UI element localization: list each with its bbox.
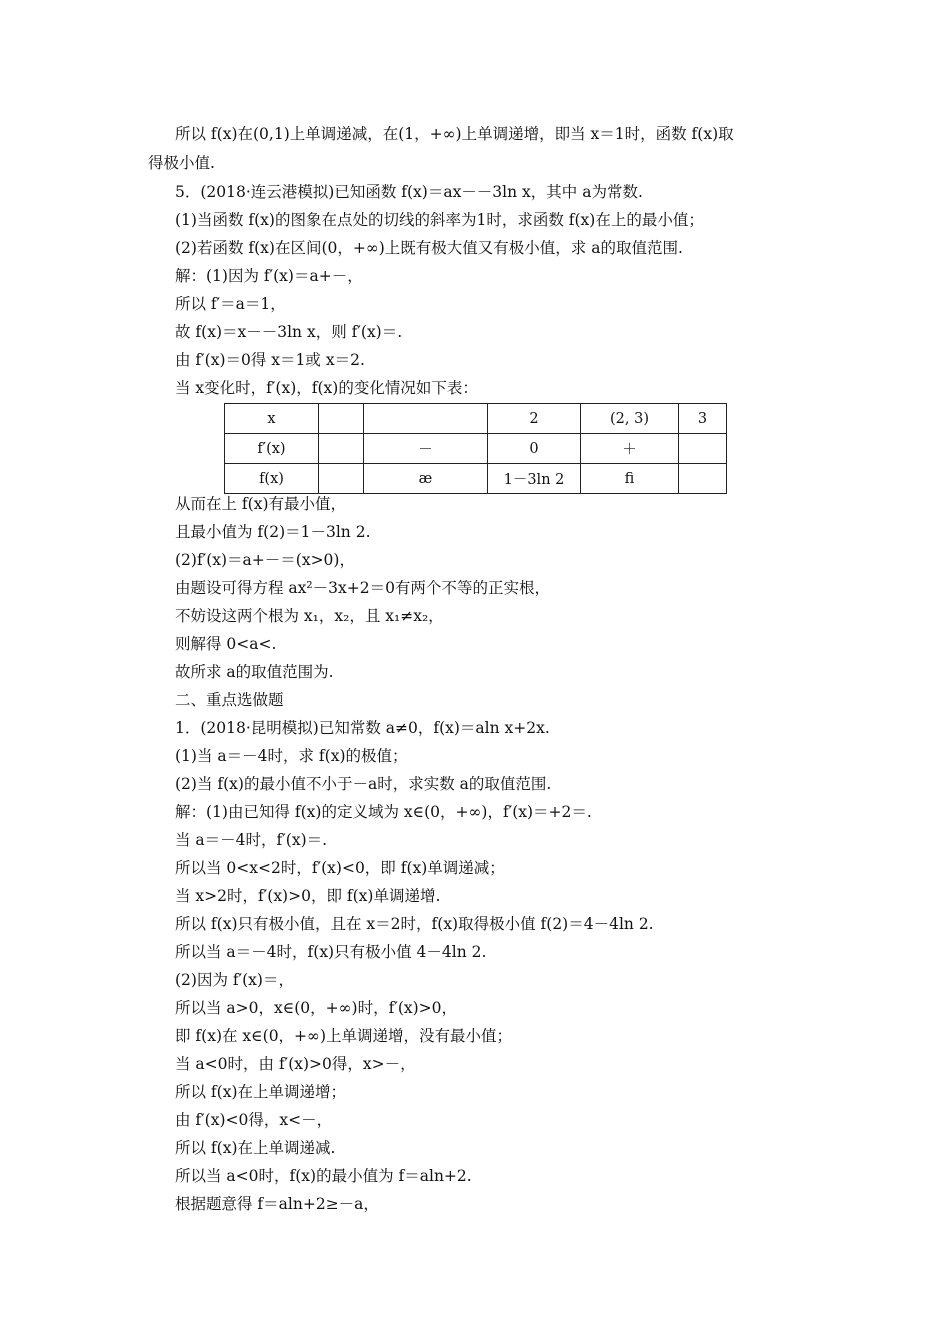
table-cell	[679, 434, 727, 464]
table-cell: f′(x)	[225, 434, 319, 464]
table-row	[225, 434, 727, 464]
table-cell: 0	[488, 434, 581, 464]
text-line: 由题设可得方程 ax²－3x+2＝0有两个不等的正实根，	[175, 579, 550, 597]
text-line: (2)若函数 f(x)在区间(0，+∞)上既有极大值又有极小值，求 a的取值范围.	[175, 239, 683, 257]
text-line: 由 f′(x)＝0得 x＝1或 x＝2.	[175, 351, 365, 369]
table-cell: 2	[488, 404, 581, 434]
text-line: (2)因为 f′(x)＝，	[175, 971, 294, 989]
text-line: 所以当 a>0，x∈(0，+∞)时，f′(x)>0，	[175, 999, 458, 1017]
table-cell: æ	[364, 464, 488, 494]
text-line: 所以当 a<0时，f(x)的最小值为 f＝aln+2.	[175, 1167, 472, 1185]
table-cell: ＋	[581, 434, 679, 464]
table-cell: f(x)	[225, 464, 319, 494]
text-line: 不妨设这两个根为 x₁，x₂，且 x₁≠x₂，	[175, 607, 444, 625]
text-line: 所以 f(x)只有极小值，且在 x＝2时，f(x)取得极小值 f(2)＝4－4ln 2.	[175, 915, 654, 933]
text-line: 5．(2018·连云港模拟)已知函数 f(x)＝ax－－3ln x，其中 a为常数.	[175, 183, 643, 201]
table-cell: ﬁ	[581, 464, 679, 494]
table-cell	[364, 404, 488, 434]
text-line: 故所求 a的取值范围为.	[175, 663, 334, 681]
text-line: 所以 f(x)在(0,1)上单调递减，在(1，+∞)上单调递增，即当 x＝1时，函数 f(x)取	[175, 125, 734, 143]
text-line: 从而在上 f(x)有最小值，	[175, 495, 347, 513]
text-line: 二、重点选做题	[175, 691, 284, 709]
text-line: 当 x>2时，f′(x)>0，即 f(x)单调递增.	[175, 887, 441, 905]
text-line: 则解得 0<a<.	[175, 635, 277, 653]
table-row	[225, 404, 727, 434]
text-line: 当 a＝－4时，f′(x)＝.	[175, 831, 328, 849]
table-cell: x	[225, 404, 319, 434]
text-line: 1．(2018·昆明模拟)已知常数 a≠0，f(x)＝aln x+2x.	[175, 719, 550, 737]
text-line: 且最小值为 f(2)＝1－3ln 2.	[175, 523, 371, 541]
table-cell: 1－3ln 2	[488, 464, 581, 494]
text-line: (2)当 f(x)的最小值不小于－a时，求实数 a的取值范围.	[175, 775, 552, 793]
text-line: 所以 f′＝a＝1，	[175, 295, 286, 313]
text-line: 根据题意得 f＝aln+2≥－a，	[175, 1195, 379, 1213]
text-line: 所以 f(x)在上单调递增；	[175, 1083, 347, 1101]
text-line: 得极小值.	[148, 154, 215, 172]
table-cell	[679, 464, 727, 494]
text-line: 当 a<0时，由 f′(x)>0得，x>－，	[175, 1055, 416, 1073]
table-cell	[319, 434, 364, 464]
table-cell: －	[364, 434, 488, 464]
variation-table	[224, 403, 727, 494]
text-line: (1)当 a＝－4时，求 f(x)的极值；	[175, 747, 408, 765]
table-cell	[319, 464, 364, 494]
table-row	[225, 464, 727, 494]
text-line: 当 x变化时，f′(x)，f(x)的变化情况如下表：	[175, 379, 478, 397]
text-line: 故 f(x)＝x－－3ln x，则 f′(x)＝.	[175, 323, 403, 341]
text-line: 所以当 0<x<2时，f′(x)<0，即 f(x)单调递减；	[175, 859, 505, 877]
text-line: 所以当 a＝－4时，f(x)只有极小值 4－4ln 2.	[175, 943, 487, 961]
table-cell	[319, 404, 364, 434]
text-line: 所以 f(x)在上单调递减.	[175, 1139, 336, 1157]
text-line: 解：(1)由已知得 f(x)的定义域为 x∈(0，+∞)，f′(x)＝+2＝.	[175, 803, 592, 821]
text-line: 由 f′(x)<0得，x<－，	[175, 1111, 333, 1129]
table-cell: 3	[679, 404, 727, 434]
text-line: (2)f′(x)＝a+－＝(x>0)，	[175, 551, 355, 569]
text-line: 解：(1)因为 f′(x)＝a+－，	[175, 267, 363, 285]
text-line: 即 f(x)在 x∈(0，+∞)上单调递增，没有最小值；	[175, 1027, 512, 1045]
table-cell: (2, 3)	[581, 404, 679, 434]
text-line: (1)当函数 f(x)的图象在点处的切线的斜率为1时，求函数 f(x)在上的最小值；	[175, 211, 704, 229]
